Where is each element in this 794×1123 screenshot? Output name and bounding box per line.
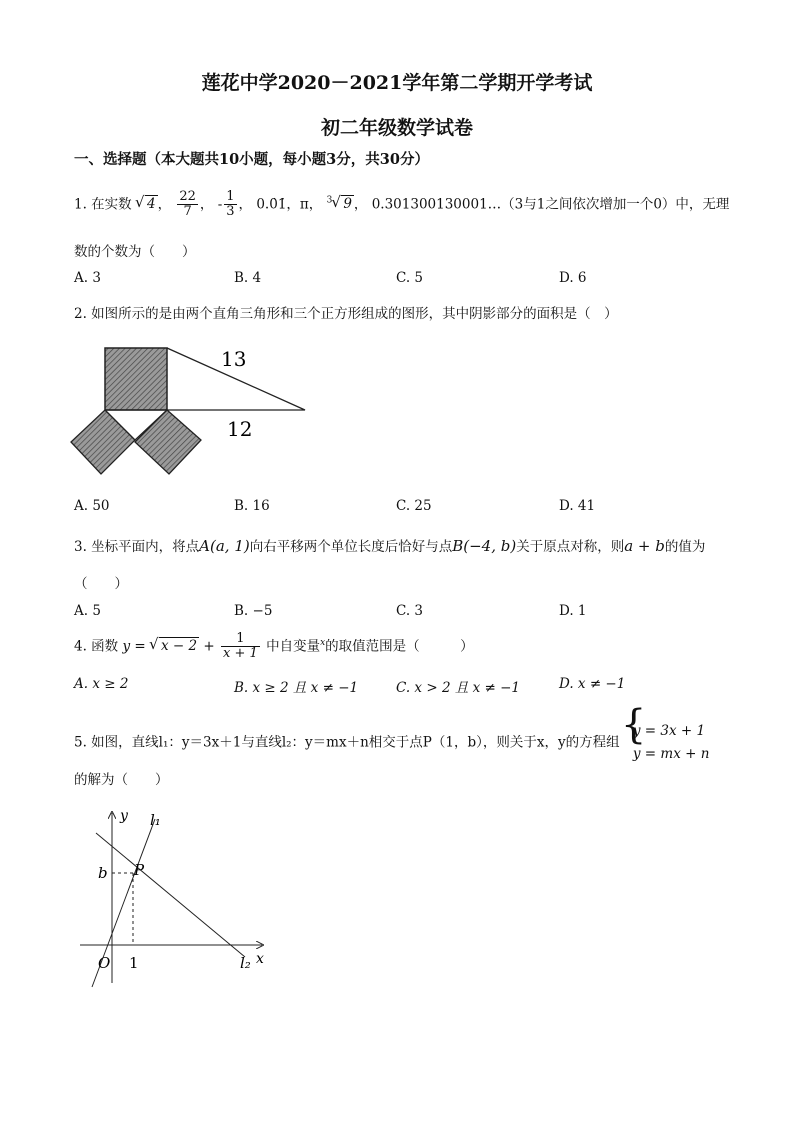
- q1-stem: 1. 在实数 √ 4 ， $\frac{22}{7}$ ， - $\frac{1}{3}$ ， 0.0̇1̇，π， $^3$√ 9 ， 0.301300130001…（3与1之间依次增加一个0）中，无理: [74, 190, 729, 220]
- q5-graph: [80, 805, 280, 990]
- q2-option-a[interactable]: A. 50: [74, 498, 110, 514]
- b-label: b: [98, 864, 108, 882]
- y-label: y: [120, 808, 128, 824]
- q2-option-d[interactable]: D. 41: [559, 498, 596, 514]
- q2-stem: 2. 如图所示的是由两个直角三角形和三个正方形组成的图形，其中阴影部分的面积是（ ）: [74, 306, 618, 322]
- q1-option-c[interactable]: C. 5: [396, 270, 424, 286]
- q5-stem-line2: 的解为（ ）: [74, 772, 169, 788]
- q3-option-a[interactable]: A. 5: [74, 603, 101, 619]
- l1-label: l₁: [150, 811, 161, 829]
- one-label: 1: [129, 954, 139, 972]
- q1-option-d[interactable]: D. 6: [559, 270, 587, 286]
- l2-label: l₂: [240, 954, 251, 972]
- section-heading: 一、选择题（本大题共10小题，每小题3分，共30分）: [74, 151, 429, 168]
- q4-option-c[interactable]: C. x > 2 且 x ≠ −1: [396, 680, 521, 696]
- q4-option-d[interactable]: D. x ≠ −1: [559, 676, 626, 692]
- q1-stem-line2: 数的个数为（ ）: [74, 244, 196, 260]
- left-square: [71, 410, 135, 474]
- q4-option-a[interactable]: A. x ≥ 2: [74, 676, 129, 692]
- exam-title: 莲花中学2020－2021学年第二学期开学考试: [201, 72, 593, 94]
- line-l2: [96, 833, 245, 957]
- q4-stem: 4. 函数 y = √ x − 2 + $\frac{1}{x + 1}$ 中自变量$^x$的取值范围是（ ）: [74, 632, 474, 662]
- top-square: [105, 348, 167, 410]
- exam-subtitle: 初二年级数学试卷: [320, 117, 473, 139]
- q2-option-c[interactable]: C. 25: [396, 498, 432, 514]
- sqrt-4: √ 4: [136, 196, 158, 212]
- q3-option-c[interactable]: C. 3: [396, 603, 424, 619]
- x-label: x: [256, 951, 264, 967]
- q2-option-b[interactable]: B. 16: [234, 498, 270, 514]
- right-square: [135, 410, 201, 474]
- q2-figure: [65, 340, 325, 480]
- equation-system: { y = 3x + 1 y = mx + n: [620, 702, 710, 762]
- origin-label: O: [98, 954, 111, 972]
- q3-stem: 3. 坐标平面内，将点A(a, 1)向右平移两个单位长度后恰好与点B(−4, b)关于原点对称，则a + b的值为: [74, 537, 706, 555]
- q1-option-a[interactable]: A. 3: [74, 270, 101, 286]
- q1-option-b[interactable]: B. 4: [234, 270, 262, 286]
- q5-stem: 5. 如图，直线l₁：y＝3x＋1与直线l₂：y＝mx＋n相交于点P（1，b），则关于x，y的方程组 { y = 3x + 1 y = mx + n: [74, 720, 709, 766]
- q3-option-d[interactable]: D. 1: [559, 603, 587, 619]
- q3-option-b[interactable]: B. −5: [234, 603, 273, 619]
- label-13: 13: [221, 347, 247, 371]
- label-12: 12: [227, 417, 253, 441]
- q4-option-b[interactable]: B. x ≥ 2 且 x ≠ −1: [234, 680, 359, 696]
- p-label: P: [134, 861, 145, 879]
- q3-stem-line2: （ ）: [74, 576, 128, 592]
